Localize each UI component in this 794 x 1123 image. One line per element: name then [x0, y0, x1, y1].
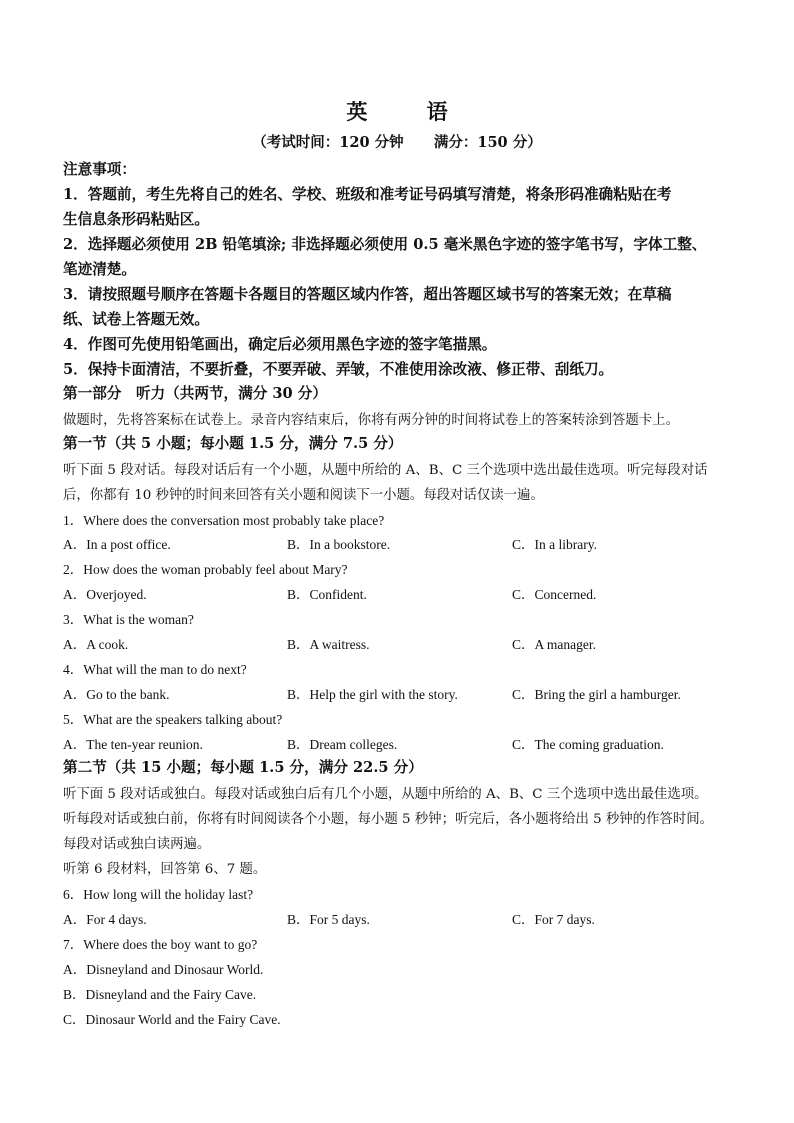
section1-intro: 听下面 5 段对话。每段对话后有一个小题，从题中所给的 A、B、C 三个选项中选出最佳选项。听完每段对话	[63, 463, 708, 478]
option-7c: C．Dinosaur World and the Fairy Cave.	[63, 1012, 281, 1027]
exam-subtitle: （考试时间：120 分钟 满分：150 分）	[252, 134, 542, 151]
exam-title: 英 语	[346, 99, 474, 124]
notice-line: 2．选择题必须使用 2B 铅笔填涂; 非选择题必须使用 0.5 毫米黑色字迹的签字笔书写，字体工整、	[63, 236, 707, 253]
option-2c: C．Concerned.	[512, 587, 597, 602]
section2-intro: 听每段对话或独白前，你将有时间阅读各个小题，每小题 5 秒钟；听完后，各小题将给出 5 秒钟的作答时间。	[63, 812, 714, 827]
option-4b: B．Help the girl with the story.	[287, 687, 458, 702]
option-5a: A．The ten-year reunion.	[63, 737, 203, 752]
notice-line: 3．请按照题号顺序在答题卡各题目的答题区域内作答，超出答题区域书写的答案无效；在草稿	[63, 286, 672, 303]
section2-heading: 第二节（共 15 小题；每小题 1.5 分，满分 22.5 分）	[63, 759, 423, 776]
option-6a: A．For 4 days.	[63, 912, 147, 927]
question-7: 7．Where does the boy want to go?	[63, 937, 258, 952]
option-1b: B．In a bookstore.	[287, 537, 391, 552]
question-3: 3．What is the woman?	[63, 612, 194, 627]
option-5c: C．The coming graduation.	[512, 737, 664, 752]
notice-line: 生信息条形码粘贴区。	[63, 211, 209, 228]
notice-line: 5．保持卡面清洁，不要折叠，不要弄破、弄皱，不准使用涂改液、修正带、刮纸刀。	[63, 361, 614, 378]
option-5b: B．Dream colleges.	[287, 737, 398, 752]
notice-line: 1．答题前，考生先将自己的姓名、学校、班级和准考证号码填写清楚，将条形码准确粘贴在考	[63, 186, 672, 203]
notice-line: 4．作图可先使用铅笔画出，确定后必须用黑色字迹的签字笔描黑。	[63, 336, 497, 353]
option-3c: C．A manager.	[512, 637, 596, 652]
option-3b: B．A waitress.	[287, 637, 370, 652]
option-6c: C．For 7 days.	[512, 912, 595, 927]
section2-intro: 每段对话或独白读两遍。	[63, 837, 211, 852]
option-3a: A．A cook.	[63, 637, 129, 652]
part1-heading: 第一部分 听力（共两节，满分 30 分）	[63, 385, 327, 402]
notice-line: 笔迹清楚。	[63, 261, 136, 278]
section1-heading: 第一节（共 5 小题；每小题 1.5 分，满分 7.5 分）	[63, 435, 403, 452]
option-4c: C．Bring the girl a hamburger.	[512, 687, 681, 702]
question-2: 2．How does the woman probably feel about Mary?	[63, 562, 348, 577]
option-2a: A．Overjoyed.	[63, 587, 147, 602]
notice-heading: 注意事项：	[63, 161, 136, 178]
option-7a: A．Disneyland and Dinosaur World.	[63, 962, 264, 977]
option-7b: B．Disneyland and the Fairy Cave.	[63, 987, 257, 1002]
part1-intro: 做题时，先将答案标在试卷上。录音内容结束后，你将有两分钟的时间将试卷上的答案转涂到答题卡上。	[63, 413, 679, 428]
option-1c: C．In a library.	[512, 537, 597, 552]
option-6b: B．For 5 days.	[287, 912, 370, 927]
question-1: 1．Where does the conversation most probably take place?	[63, 513, 385, 528]
option-2b: B．Confident.	[287, 587, 367, 602]
material-6-note: 听第 6 段材料，回答第 6、7 题。	[63, 862, 267, 877]
option-4a: A．Go to the bank.	[63, 687, 170, 702]
option-1a: A．In a post office.	[63, 537, 171, 552]
section2-intro: 听下面 5 段对话或独白。每段对话或独白后有几个小题，从题中所给的 A、B、C 三个选项中选出最佳选项。	[63, 787, 708, 802]
question-4: 4．What will the man to do next?	[63, 662, 247, 677]
question-6: 6．How long will the holiday last?	[63, 887, 254, 902]
section1-intro: 后，你都有 10 秒钟的时间来回答有关小题和阅读下一小题。每段对话仅读一遍。	[63, 488, 544, 503]
question-5: 5．What are the speakers talking about?	[63, 712, 283, 727]
notice-line: 纸、试卷上答题无效。	[63, 311, 209, 328]
